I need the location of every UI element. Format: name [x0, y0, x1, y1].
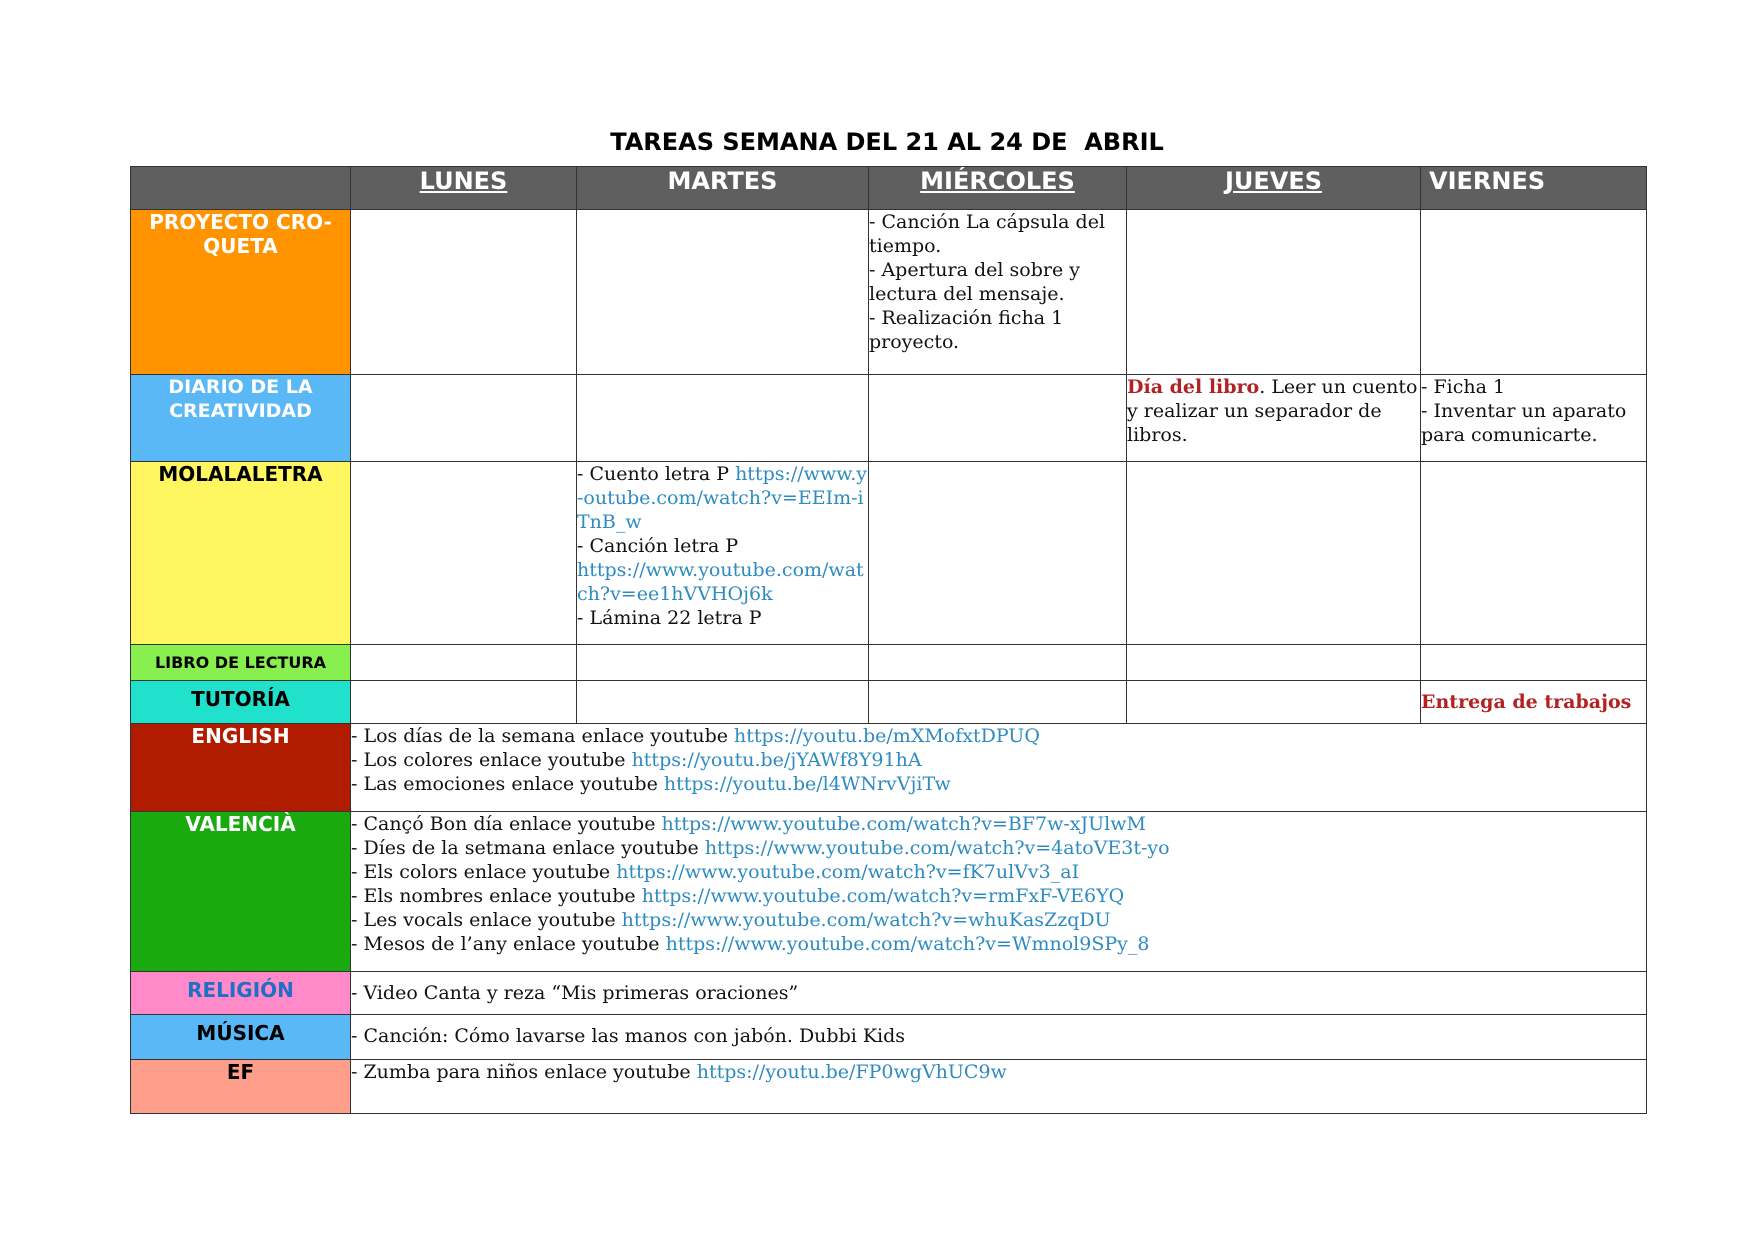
row-tutoria	[131, 681, 1647, 724]
subject-religion: RELIGIÓN	[131, 972, 351, 1015]
task-text: - Els nombres enlace youtube	[351, 885, 642, 907]
cell-molalaletra-miercoles	[869, 462, 1127, 645]
list-item	[351, 772, 1646, 796]
task-text: - Lámina 22 letra P	[577, 607, 762, 629]
youtube-link[interactable]: https://www.youtube.com/watch?v=Wmnol9SPy_8	[665, 933, 1150, 955]
cell-musica-week	[351, 1015, 1647, 1060]
task-text: - Díes de la setmana enlace youtube	[351, 837, 705, 859]
row-proyecto	[131, 210, 1647, 375]
task-item: - Realización ficha 1 proyecto.	[869, 307, 1064, 353]
page-title: TAREAS SEMANA DEL 21 AL 24 DE ABRIL	[610, 128, 1164, 156]
day-label-viernes: VIERNES	[1429, 167, 1546, 195]
youtube-link[interactable]: https://www.y-outube.com/watch?v=EEIm-iTnB_w	[577, 463, 867, 533]
cell-libro-miercoles	[869, 645, 1127, 681]
youtube-link[interactable]: https://youtu.be/l4WNrvVjiTw	[663, 773, 951, 795]
subject-diario-creatividad: DIARIO DE LA CREATIVIDAD	[131, 375, 351, 462]
day-header-jueves	[1127, 167, 1421, 210]
entrega-trabajos-note: Entrega de trabajos	[1421, 691, 1632, 713]
cell-molalaletra-martes	[577, 462, 869, 645]
day-label-martes: MARTES	[667, 167, 778, 195]
task-text: - Los colores enlace youtube	[351, 749, 632, 771]
day-label-miercoles: MIÉRCOLES	[920, 167, 1075, 195]
cell-religion-week	[351, 972, 1647, 1015]
cell-proyecto-martes	[577, 210, 869, 375]
task-text: - Cuento letra P	[577, 463, 736, 485]
task-item: - Inventar un aparato para comunicarte.	[1421, 400, 1627, 446]
task-text: - Canción: Cómo lavarse las manos con jabón. Dubbi Kids	[351, 1025, 906, 1047]
cell-diario-jueves	[1127, 375, 1421, 462]
youtube-link[interactable]: https://www.youtube.com/watch?v=4atoVE3t-yo	[704, 837, 1170, 859]
row-libro-lectura	[131, 645, 1647, 681]
task-text: - Las emociones enlace youtube	[351, 773, 664, 795]
day-label-jueves: JUEVES	[1224, 167, 1323, 195]
cell-diario-lunes	[351, 375, 577, 462]
subject-valencia: VALENCIÀ	[131, 812, 351, 972]
cell-molalaletra-jueves	[1127, 462, 1421, 645]
subject-libro-lectura: LIBRO DE LECTURA	[131, 645, 351, 681]
task-text: - Canción letra P	[577, 535, 739, 557]
cell-tutoria-miercoles	[869, 681, 1127, 724]
list-item	[351, 932, 1646, 956]
cell-diario-viernes	[1421, 375, 1647, 462]
cell-proyecto-viernes	[1421, 210, 1647, 375]
subject-tutoria: TUTORÍA	[131, 681, 351, 724]
youtube-link[interactable]: https://youtu.be/jYAWf8Y91hA	[631, 749, 922, 771]
list-item	[351, 908, 1646, 932]
task-text: - Video Canta y reza “Mis primeras oraciones”	[351, 982, 799, 1004]
day-header-martes	[577, 167, 869, 210]
cell-english-week	[351, 724, 1647, 812]
subject-proyecto-croqueta: PROYECTO CRO- QUETA	[131, 210, 351, 375]
cell-molalaletra-viernes	[1421, 462, 1647, 645]
list-item	[351, 724, 1646, 748]
cell-libro-viernes	[1421, 645, 1647, 681]
task-text: - Cançó Bon día enlace youtube	[351, 813, 662, 835]
day-header-miercoles	[869, 167, 1127, 210]
task-item: - Apertura del sobre y lectura del mensaje.	[869, 259, 1080, 305]
youtube-link[interactable]: https://youtu.be/FP0wgVhUC9w	[696, 1061, 1007, 1083]
row-molalaletra	[131, 462, 1647, 645]
youtube-link[interactable]: https://www.youtube.com/watch?v=rmFxF-VE6YQ	[641, 885, 1125, 907]
subject-english: ENGLISH	[131, 724, 351, 812]
day-header-lunes	[351, 167, 577, 210]
subject-molalaletra: MOLALALETRA	[131, 462, 351, 645]
list-item	[351, 836, 1646, 860]
cell-ef-week	[351, 1060, 1647, 1114]
day-header-viernes	[1421, 167, 1647, 210]
dia-del-libro-highlight: Día del libro	[1127, 376, 1260, 398]
row-religion	[131, 972, 1647, 1015]
row-valencia	[131, 812, 1647, 972]
cell-proyecto-miercoles	[869, 210, 1127, 375]
subject-ef: EF	[131, 1060, 351, 1114]
header-row	[131, 167, 1647, 210]
cell-diario-martes	[577, 375, 869, 462]
task-text: - Les vocals enlace youtube	[351, 909, 622, 931]
list-item	[351, 748, 1646, 772]
cell-valencia-week	[351, 812, 1647, 972]
list-item	[351, 1060, 1646, 1084]
cell-libro-lunes	[351, 645, 577, 681]
row-ef	[131, 1060, 1647, 1114]
task-text: - Zumba para niños enlace youtube	[351, 1061, 697, 1083]
day-label-lunes: LUNES	[419, 167, 508, 195]
cell-proyecto-jueves	[1127, 210, 1421, 375]
cell-diario-miercoles	[869, 375, 1127, 462]
cell-tutoria-martes	[577, 681, 869, 724]
task-text: - Los días de la semana enlace youtube	[351, 725, 735, 747]
weekly-schedule-table	[130, 166, 1647, 1114]
row-english	[131, 724, 1647, 812]
row-musica	[131, 1015, 1647, 1060]
row-diario	[131, 375, 1647, 462]
cell-libro-jueves	[1127, 645, 1421, 681]
cell-molalaletra-lunes	[351, 462, 577, 645]
task-text: . Leer un cuento y realizar un separador de libros.	[1127, 376, 1418, 446]
cell-tutoria-viernes	[1421, 681, 1647, 724]
youtube-link[interactable]: https://youtu.be/mXMofxtDPUQ	[734, 725, 1040, 747]
youtube-link[interactable]: https://www.youtube.com/watch?v=whuKasZzqDU	[621, 909, 1111, 931]
youtube-link[interactable]: https://www.youtube.com/watch?v=ee1hVVHOj6k	[577, 559, 864, 605]
cell-proyecto-lunes	[351, 210, 577, 375]
list-item	[351, 860, 1646, 884]
youtube-link[interactable]: https://www.youtube.com/watch?v=BF7w-xJUlwM	[661, 813, 1146, 835]
task-item: - Ficha 1	[1421, 376, 1506, 398]
youtube-link[interactable]: https://www.youtube.com/watch?v=fK7ulVv3_aI	[616, 861, 1080, 883]
subject-musica: MÚSICA	[131, 1015, 351, 1060]
task-text: - Mesos de l’any enlace youtube	[351, 933, 666, 955]
cell-tutoria-jueves	[1127, 681, 1421, 724]
task-text: - Els colors enlace youtube	[351, 861, 617, 883]
header-corner	[131, 167, 351, 210]
cell-tutoria-lunes	[351, 681, 577, 724]
list-item	[351, 812, 1646, 836]
task-item: - Canción La cápsula del tiempo.	[869, 211, 1106, 257]
cell-libro-martes	[577, 645, 869, 681]
list-item	[351, 884, 1646, 908]
